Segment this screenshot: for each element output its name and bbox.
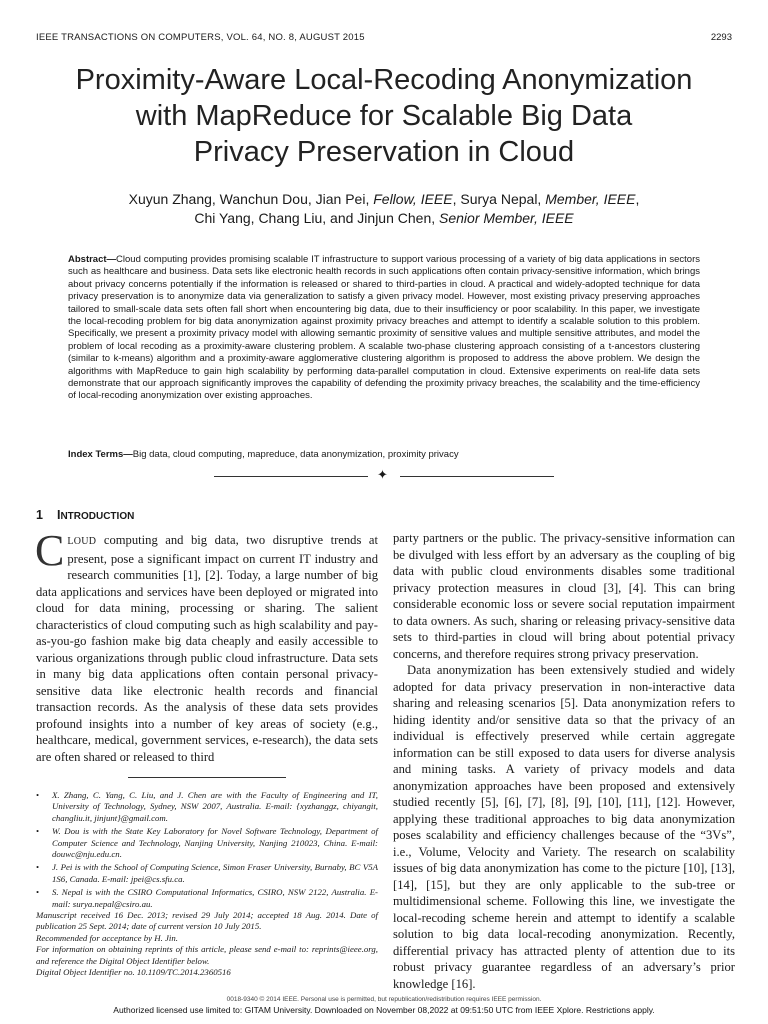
index-terms [68, 449, 700, 461]
bullet-icon: • [36, 862, 40, 873]
dropcap-letter: C [35, 526, 65, 575]
index-terms-text: Big data, cloud computing, mapreduce, data anonymization, proximity privacy [132, 449, 459, 460]
bullet-icon: • [36, 887, 40, 898]
footnote-item [36, 790, 378, 824]
footnote-rule [128, 777, 286, 778]
section-number: 1 [36, 508, 43, 522]
abstract-label: Abstract— [68, 254, 117, 265]
author-role: Senior Member, IEEE [439, 210, 574, 226]
author-role: Fellow, IEEE [373, 191, 453, 207]
page-number: 2293 [710, 32, 732, 43]
author-names: Xuyun Zhang, Wanchun Dou, Jian Pei, [128, 191, 374, 207]
body-paragraph: Data anonymization has been extensively studied and widely adopted for data privacy preservation in non-interactive data sharing and releasing scenarios [5]. Data anonymization refers to hiding identity and/or sensitive data so that the privacy of an individual is effectively preserved while certain aggregate information can be still exposed to data users for diverse analysis and mining tasks. A variety of privacy models and data anonymization approaches have been proposed and extensively studied recently [5], [6], [7], [8], [9], [10], [11], [12]. However, applying these traditional approaches to big data anonymization poses scalability and efficiency challenges because of the “3Vs”, i.e., Volume, Velocity and Variety. The research on scalability issues of big data anonymization has come to the picture [10], [13], [14], [15], but they are only applicable to the sub-tree or multidimensional scheme. Following this line, we investigate the local-recoding scheme herein and attempt to identify a scalable solution to big data local-recoding anonymization. Recently, differential privacy has attracted plenty of attention due to its robust privacy guarantee regardless of an adversary’s prior knowledge [16]. [393, 663, 735, 991]
title-line: Privacy Preservation in Cloud [193, 136, 575, 168]
section-title-initial: I [56, 508, 61, 522]
section-heading [36, 508, 134, 522]
body-paragraph: party partners or the public. The privacy-sensitive information can be divulged with less effort by an adversary as the coupling of big data with public cloud environments disables some traditional privacy protection measures in cloud [3], [4]. This can bring considerable economic loss or severe social reputation impairment to data owners. As such, sharing or releasing privacy-sensitive data sets to third-parties in cloud will bring about potential privacy concerns, and therefore requires strong privacy preservation. [393, 531, 735, 661]
author-line [20, 209, 748, 228]
footnote-item [36, 862, 378, 885]
manuscript-dates: Manuscript received 16 Dec. 2013; revised 29 July 2014; accepted 18 Aug. 2014. Date of publication 25 Sept. 2014; date of current version 10 July 2015. [36, 910, 378, 932]
intro-paragraph [35, 526, 378, 765]
bullet-icon: • [36, 826, 40, 837]
running-head: IEEE TRANSACTIONS ON COMPUTERS, VOL. 64, NO. 8, AUGUST 2015 [36, 32, 365, 43]
paper-title [20, 62, 748, 170]
footnote-list [36, 790, 378, 912]
title-line: Proximity-Aware Local-Recoding Anonymization [75, 64, 693, 96]
title-line: with MapReduce for Scalable Big Data [135, 100, 633, 132]
left-column-body [35, 526, 378, 765]
footnote-text: J. Pei is with the School of Computing Science, Simon Fraser University, Burnaby, BC V5A 1S6, Canada. E-mail: jpei@cs.sfu.ca. [52, 862, 378, 884]
author-punct: , [635, 191, 640, 207]
manuscript-info [36, 910, 378, 978]
author-role: Member, IEEE [545, 191, 636, 207]
manuscript-reprints: For information on obtaining reprints of this article, please send e-mail to: reprints@ieee.org, and reference the Digital Object Identifier below. [36, 944, 378, 966]
author-names: , Surya Nepal, [452, 191, 546, 207]
footnote-text: W. Dou is with the State Key Laboratory for Novel Software Technology, Department of Computer Science and Technology, Nanjing University, Nanjing 210023, China. E-mail: douwc@nju.edu.cn. [52, 826, 378, 860]
footnote-text: S. Nepal is with the CSIRO Computational Informatics, CSIRO, NSW 2122, Australia. E-mail: surya.nepal@csiro.au. [52, 887, 378, 909]
manuscript-doi: Digital Object Identifier no. 10.1109/TC.2014.2360516 [36, 967, 231, 978]
author-names: Chi Yang, Chang Liu, and Jinjun Chen, [194, 210, 440, 226]
abstract-text: Cloud computing provides promising scalable IT infrastructure to support various processing of a variety of big data applications in sectors such as healthcare and business. Data sets like electronic health records in such applications often contain privacy-sensitive information, which brings about privacy concerns potentially if the information is released or shared to third-parties in cloud. A practical and widely-adopted technique for data privacy preservation is to anonymize data via generalization to satisfy a given privacy model. However, most existing privacy preserving approaches tailored to small-scale data sets often fall short when encountering big data, due to their insufficiency or poor scalability. In this paper, we investigate the local-recoding problem for big data anonymization against proximity privacy breaches and attempt to identify a scalable solution to this problem. Specifically, we present a proximity privacy model with allowing semantic proximity of sensitive values and multiple sensitive attributes, and model the problem of local recoding as a proximity-aware clustering problem. A scalable two-phase clustering approach consisting of a t-ancestors clustering (similar to k-means) algorithm and a proximity-aware agglomerative clustering algorithm is proposed to address the above problem. We design the algorithms with MapReduce to gain high scalability by performing data-parallel computation in cloud. Extensive experiments on real-life data sets demonstrate that our approach significantly improves the capability of defending the proximity privacy breaches, the scalability and the time-efficiency of local-recoding anonymization over existing approaches. [68, 254, 700, 402]
footnote-item [36, 887, 378, 910]
author-line [20, 190, 748, 209]
index-terms-label: Index Terms— [68, 449, 133, 460]
right-column-body [393, 530, 735, 992]
footnote-text: X. Zhang, C. Yang, C. Liu, and J. Chen are with the Faculty of Engineering and IT, University of Technology, Sydney, NSW 2007, Australia. E-mail: {xyzhanggz, chiyangit, changliu.it, jinjunt}@gmail.com. [52, 790, 378, 823]
copyright-notice: 0018-9340 © 2014 IEEE. Personal use is permitted, but republication/redistribution requires IEEE permission. [226, 996, 542, 1003]
divider-ornament-icon: ✦ [377, 467, 388, 482]
section-title-rest: NTRODUCTION [60, 511, 135, 522]
abstract [68, 254, 700, 403]
dropcap-smallcaps: LOUD [67, 536, 97, 547]
intro-text: computing and big data, two disruptive trends at present, pose a significant impact on current IT industry and research communities [1], [2]. Today, a large number of big data applications and services have been deployed or migrated into cloud for data mining, processing or sharing. The salient characteristics of cloud computing such as high scalability and pay-as-you-go fashion make big data cheaply and easily accessible to various organizations through public cloud infrastructure. Data sets in many big data applications often contain personal privacy-sensitive data like electronic health records and financial transaction records. As the analysis of these data sets provides profound insights into a number of key areas of society (e.g., healthcare, medical, government services, e-research), the data sets are often shared or released to third [36, 533, 378, 764]
divider-rule-right [400, 476, 554, 477]
bullet-icon: • [36, 790, 40, 800]
author-block [20, 190, 748, 228]
manuscript-recommended: Recommended for acceptance by H. Jin. [36, 932, 178, 943]
license-notice: Authorized licensed use limited to: GITAM University. Downloaded on November 08,2022 at 09:51:50 UTC from IEEE Xplore. Restrictions apply. [113, 1005, 655, 1015]
footnote-item [36, 826, 378, 860]
divider-rule-left [214, 476, 368, 477]
